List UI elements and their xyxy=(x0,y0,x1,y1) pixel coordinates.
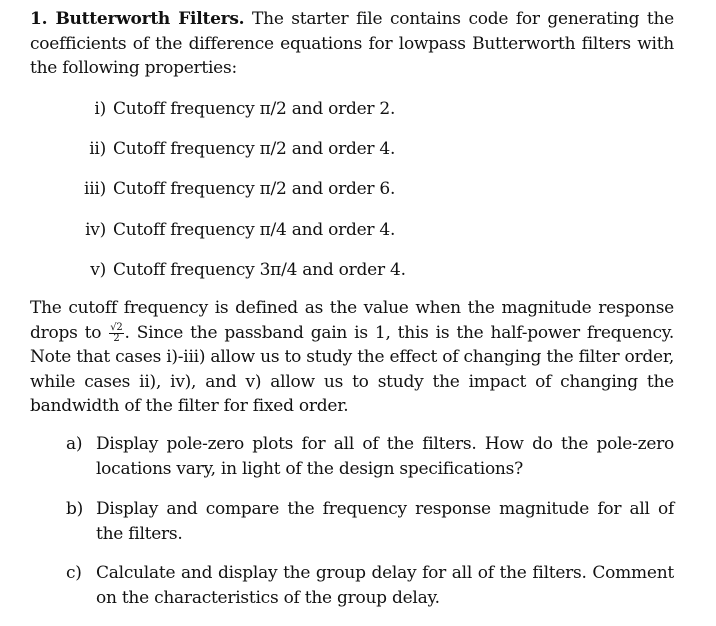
description-paragraph xyxy=(30,296,674,419)
task-letter: b) xyxy=(66,499,84,519)
task-text: Display and compare the frequency response magnitude for all of the filters. xyxy=(96,499,674,544)
sqrt2-over-2-fraction xyxy=(109,323,123,344)
task-text: Display pole-zero plots for all of the filters. How do the pole-zero locations vary, in light of the design specifications? xyxy=(96,434,674,479)
case-number: iii) xyxy=(84,179,106,199)
case-number: i) xyxy=(94,99,106,119)
case-number: iv) xyxy=(85,220,106,240)
description-text-start: The cutoff frequency is defined as the value when the magnitude response drops to xyxy=(30,298,674,343)
case-text: Cutoff frequency π/2 and order 2. xyxy=(113,99,396,119)
description-text-end: . Since the passband gain is 1, this is the half-power frequency. Note that cases i)-iii) allow us to study the effect of changing the filter order, while cases ii), iv), and v) allow us to study the impact of changing the bandwidth of the filter for fixed order. xyxy=(30,322,674,416)
case-text: Cutoff frequency π/4 and order 4. xyxy=(113,220,396,240)
task-letter: c) xyxy=(66,563,82,583)
case-item xyxy=(64,258,406,283)
task-item xyxy=(66,561,674,610)
case-number: v) xyxy=(90,260,106,280)
case-item xyxy=(64,137,395,162)
task-item xyxy=(66,497,674,546)
task-item xyxy=(66,432,674,481)
case-text: Cutoff frequency 3π/4 and order 4. xyxy=(113,260,406,280)
intro-paragraph xyxy=(30,7,674,81)
problem-heading: 1. Butterworth Filters. xyxy=(30,9,245,29)
case-item xyxy=(64,97,395,122)
case-text: Cutoff frequency π/2 and order 4. xyxy=(113,139,396,159)
task-text: Calculate and display the group delay for all of the filters. Comment on the characteristics of the group delay. xyxy=(96,563,674,608)
case-text: Cutoff frequency π/2 and order 6. xyxy=(113,179,396,199)
intro-text: The starter file contains code for generating the coefficients of the difference equations for lowpass Butterworth filters with the following properties: xyxy=(30,9,674,78)
fraction-numerator: √2 xyxy=(110,321,123,333)
fraction-denominator: 2 xyxy=(113,332,120,344)
case-number: ii) xyxy=(89,139,106,159)
task-letter: a) xyxy=(66,434,83,454)
case-item xyxy=(64,177,395,202)
case-item xyxy=(64,218,395,243)
